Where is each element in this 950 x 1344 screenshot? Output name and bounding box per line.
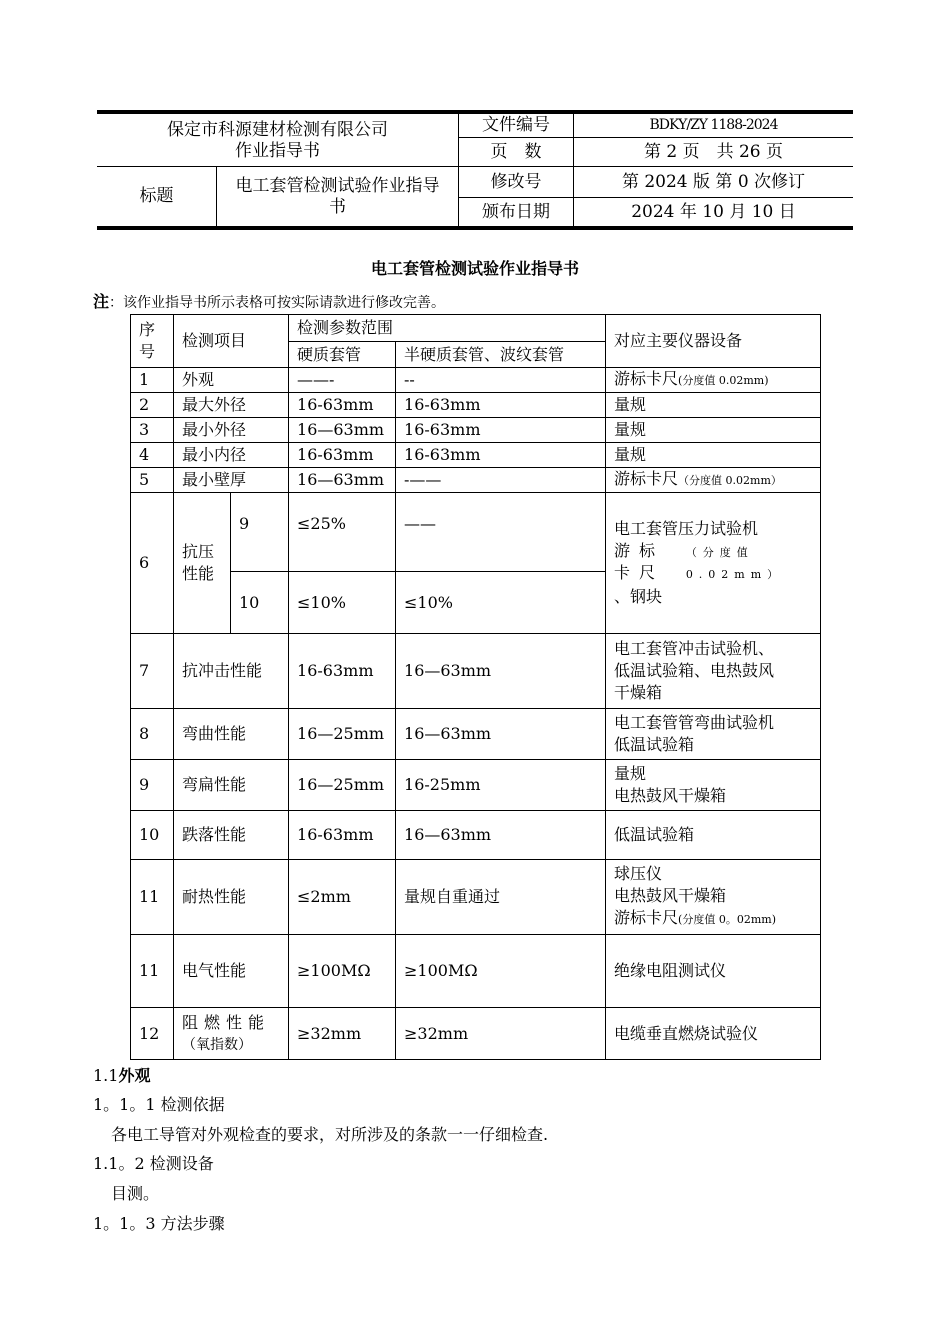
table-row: 11 电气性能 ≥100MΩ ≥100MΩ 绝缘电阻测试仪 (131, 935, 821, 1008)
title-label: 标题 (139, 186, 174, 206)
revision-value: 第 2024 版 第 0 次修订 (621, 171, 806, 192)
page-label: 页 数 (490, 141, 542, 162)
date-label: 颁布日期 (482, 201, 550, 222)
table-row: 12 阻燃性能 （氧指数） ≥32mm ≥32mm 电缆垂直燃烧试验仪 (131, 1008, 821, 1060)
note-label: 注 (93, 292, 110, 311)
file-no-value: BDKY/ZY 1188-2024 (649, 117, 778, 133)
header-range: 检测参数范围 (289, 315, 606, 342)
table-row: 10 跌落性能 16-63mm 16—63mm 低温试验箱 (131, 811, 821, 860)
table-row: 9 弯扁性能 16—25mm 16-25mm 量规 电热鼓风干燥箱 (131, 760, 821, 811)
revision-label: 修改号 (490, 171, 542, 192)
section-heading: 1。1。3 方法步骤 (93, 1214, 225, 1233)
paragraph: 各电工导管对外观检查的要求，对所涉及的条款一一仔细检查. (111, 1125, 549, 1144)
page-value: 第 2 页 共 26 页 (643, 141, 784, 162)
header-item: 检测项目 (174, 315, 289, 368)
note (93, 289, 445, 312)
title-value: 电工套管检测试验作业指导书 (235, 175, 440, 217)
document-header (97, 110, 853, 230)
table-header-row (131, 315, 821, 342)
table-row: 10 ≤10% ≤10% (131, 572, 821, 634)
table-row: 3 最小外径 16—63mm 16-63mm 量规 (131, 418, 821, 443)
table-row: 1 外观 ——- -- 游标卡尺(分度值 0.02mm) (131, 368, 821, 393)
doc-type: 作业指导书 (235, 141, 320, 161)
header-bottom-rule (97, 226, 853, 230)
company-block (97, 116, 458, 166)
section-heading: 1。1。1 检测依据 (93, 1095, 225, 1114)
paragraph: 目测。 (111, 1184, 160, 1203)
header-seq: 序号 (131, 315, 174, 368)
table-row: 5 最小壁厚 16—63mm -—— 游标卡尺（分度值 0.02mm） (131, 468, 821, 493)
table-row: 4 最小内径 16-63mm 16-63mm 量规 (131, 443, 821, 468)
date-value: 2024 年 10 月 10 日 (631, 201, 796, 222)
header-equipment: 对应主要仪器设备 (606, 315, 821, 368)
section-heading: 1.1外观 (93, 1066, 151, 1085)
table-row: 6 抗压性能 9 ≤25% —— 电工套管压力试验机 游标卡尺 （分度值 0.02mm） 、钢块 (131, 493, 821, 572)
table-row: 2 最大外径 16-63mm 16-63mm 量规 (131, 393, 821, 418)
header-rigid: 硬质套管 (289, 342, 396, 368)
section-heading: 1.1。2 检测设备 (93, 1154, 214, 1173)
table-row: 7 抗冲击性能 16-63mm 16—63mm 电工套管冲击试验机、 低温试验箱、电热鼓风 干燥箱 (131, 634, 821, 709)
company-name: 保定市科源建材检测有限公司 (167, 120, 388, 140)
table-row: 11 耐热性能 ≤2mm 量规自重通过 球压仪 电热鼓风干燥箱 游标卡尺(分度值 0。02mm) (131, 860, 821, 935)
header-semi: 半硬质套管、波纹套管 (396, 342, 606, 368)
note-text: ：该作业指导书所示表格可按实际请款进行修改完善。 (109, 295, 446, 311)
doc-title: 电工套管检测试验作业指导书 (370, 259, 579, 278)
table-row: 8 弯曲性能 16—25mm 16—63mm 电工套管管弯曲试验机 低温试验箱 (131, 709, 821, 760)
test-items-table (130, 314, 821, 1060)
file-no-label: 文件编号 (482, 115, 550, 135)
